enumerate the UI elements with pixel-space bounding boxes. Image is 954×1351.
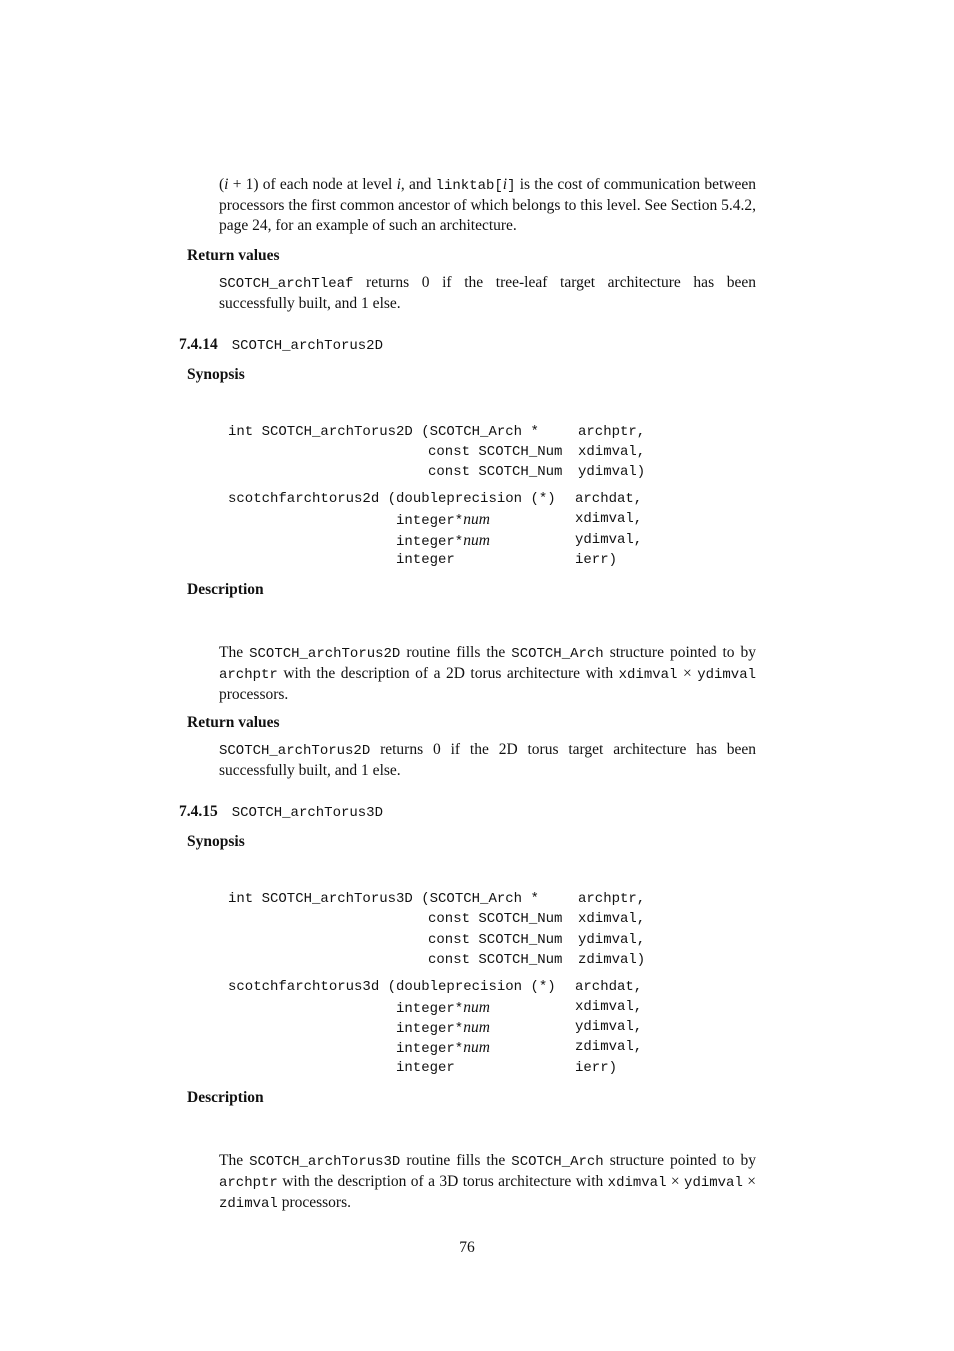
c-param-type: const SCOTCH_Num xyxy=(428,911,563,927)
fortran-param: xdimval, xyxy=(575,511,643,527)
fortran-param: ierr) xyxy=(575,552,618,568)
page-number: 76 xyxy=(459,1239,475,1256)
c-param: xdimval, xyxy=(578,444,646,460)
c-param: xdimval, xyxy=(578,911,646,927)
fortran-param: ydimval, xyxy=(575,1019,643,1035)
c-signature-line: int SCOTCH_archTorus2D (SCOTCH_Arch * xyxy=(228,424,539,440)
fortran-param-type: integer*num xyxy=(396,1039,490,1057)
c-param: ydimval) xyxy=(578,464,646,480)
section-heading-torus3d: 7.4.15 SCOTCH_archTorus3D xyxy=(179,803,383,821)
intro-paragraph: (i + 1) of each node at level i, and linktab[i] is the cost of communication between processors the first common ancestor of which belongs to this level. See Section 5.4.2, page 24, for an example of such an architecture. xyxy=(219,176,756,234)
torus3d-description: The SCOTCH_archTorus3D routine fills the SCOTCH_Arch structure pointed to by archptr with the description of a 3D torus architecture with xdimval × ydimval × zdimval processors. xyxy=(219,1152,757,1212)
fortran-param-type: integer xyxy=(396,1060,455,1076)
fortran-param: archdat, xyxy=(575,491,643,507)
fortran-param-type: integer*num xyxy=(396,511,490,529)
fortran-param: archdat, xyxy=(575,979,643,995)
fortran-param: ierr) xyxy=(575,1060,618,1076)
synopsis-heading: Synopsis xyxy=(187,366,245,383)
section-heading-torus2d: 7.4.14 SCOTCH_archTorus2D xyxy=(179,336,383,354)
fortran-param: zdimval, xyxy=(575,1039,643,1055)
return-values-heading: Return values xyxy=(187,247,280,264)
c-param-type: const SCOTCH_Num xyxy=(428,932,563,948)
fortran-param-type: integer*num xyxy=(396,1019,490,1037)
torus2d-description: The SCOTCH_archTorus2D routine fills the SCOTCH_Arch structure pointed to by archptr with the description of a 2D torus architecture with xdimval × ydimval processors. xyxy=(219,644,756,703)
tleaf-return-text: SCOTCH_archTleaf returns 0 if the tree-leaf target architecture has been successfully built, and 1 else. xyxy=(219,274,756,312)
description-heading: Description xyxy=(187,1089,264,1106)
c-signature-line: int SCOTCH_archTorus3D (SCOTCH_Arch * xyxy=(228,891,539,907)
torus2d-return-text: SCOTCH_archTorus2D returns 0 if the 2D torus target architecture has been successfully built, and 1 else. xyxy=(219,741,756,779)
fortran-signature-line: scotchfarchtorus2d (doubleprecision (*) xyxy=(228,491,556,507)
fortran-signature-line: scotchfarchtorus3d (doubleprecision (*) xyxy=(228,979,556,995)
c-param-type: const SCOTCH_Num xyxy=(428,444,563,460)
synopsis-heading: Synopsis xyxy=(187,833,245,850)
c-param: zdimval) xyxy=(578,952,646,968)
fortran-param-type: integer*num xyxy=(396,999,490,1017)
c-param: archptr, xyxy=(578,424,646,440)
c-param: ydimval, xyxy=(578,932,646,948)
fortran-param-type: integer*num xyxy=(396,532,490,550)
c-param-type: const SCOTCH_Num xyxy=(428,464,563,480)
return-values-heading: Return values xyxy=(187,714,280,731)
fortran-param: xdimval, xyxy=(575,999,643,1015)
fortran-param-type: integer xyxy=(396,552,455,568)
c-param-type: const SCOTCH_Num xyxy=(428,952,563,968)
c-param: archptr, xyxy=(578,891,646,907)
description-heading: Description xyxy=(187,581,264,598)
fortran-param: ydimval, xyxy=(575,532,643,548)
